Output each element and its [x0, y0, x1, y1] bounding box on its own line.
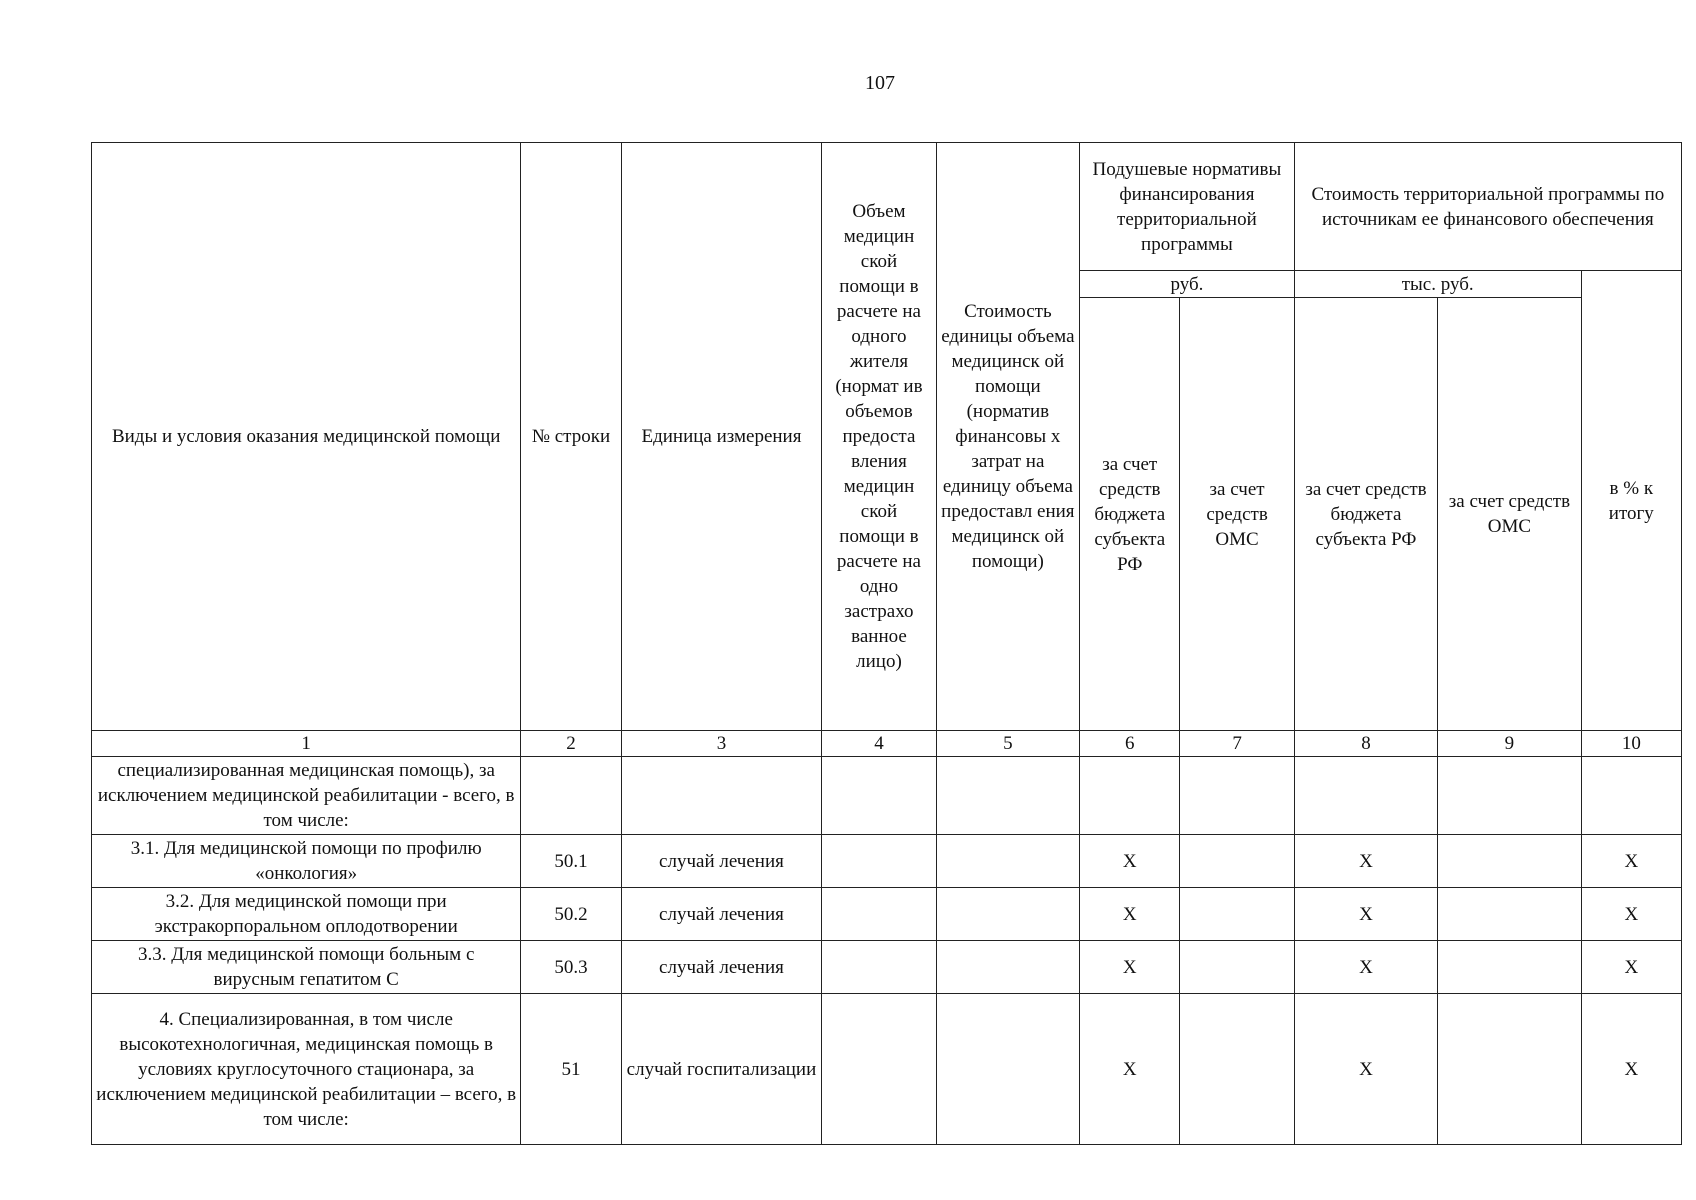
- row-cost-budget: X: [1294, 835, 1437, 888]
- row-unit: [621, 757, 822, 835]
- row-per-capita-oms: [1180, 994, 1294, 1145]
- row-unit-cost: [936, 757, 1079, 835]
- row-cost-budget: X: [1294, 888, 1437, 941]
- header-cost-oms: за счет средств ОМС: [1438, 298, 1581, 731]
- row-cost-budget: X: [1294, 941, 1437, 994]
- table-row: [92, 941, 1682, 994]
- header-unit-rub: руб.: [1080, 271, 1295, 298]
- column-number: 10: [1581, 731, 1681, 757]
- header-line-number: № строки: [521, 143, 621, 731]
- header-unit: Единица измерения: [621, 143, 822, 731]
- row-volume: [822, 757, 936, 835]
- row-per-capita-oms: [1180, 757, 1294, 835]
- row-volume: [822, 941, 936, 994]
- row-per-capita-budget: X: [1080, 888, 1180, 941]
- header-program-cost-group: Стоимость территориальной программы по источникам ее финансового обеспечения: [1294, 143, 1681, 271]
- row-volume: [822, 835, 936, 888]
- column-number: 1: [92, 731, 521, 757]
- column-number: 2: [521, 731, 621, 757]
- row-care-type: специализированная медицинская помощь), за исключением медицинской реабилитации - всего, в том числе:: [92, 757, 521, 835]
- row-unit-cost: [936, 941, 1079, 994]
- header-per-capita-oms: за счет средств ОМС: [1180, 298, 1294, 731]
- row-per-capita-budget: [1080, 757, 1180, 835]
- row-cost-oms: [1438, 757, 1581, 835]
- row-line-number: [521, 757, 621, 835]
- column-number: 7: [1180, 731, 1294, 757]
- column-number: 6: [1080, 731, 1180, 757]
- row-care-type: 3.2. Для медицинской помощи при экстракорпоральном оплодотворении: [92, 888, 521, 941]
- row-line-number: 50.2: [521, 888, 621, 941]
- row-per-capita-oms: [1180, 835, 1294, 888]
- row-percent: [1581, 757, 1681, 835]
- column-number: 3: [621, 731, 822, 757]
- row-per-capita-budget: X: [1080, 835, 1180, 888]
- row-line-number: 50.3: [521, 941, 621, 994]
- row-percent: X: [1581, 888, 1681, 941]
- table-row: [92, 994, 1682, 1145]
- header-per-capita-budget: за счет средств бюджета субъекта РФ: [1080, 298, 1180, 731]
- column-number: 8: [1294, 731, 1437, 757]
- row-unit: случай лечения: [621, 941, 822, 994]
- header-per-capita-group: Подушевые нормативы финансирования территориальной программы: [1080, 143, 1295, 271]
- header-unit-cost: Стоимость единицы объема медицинск ой помощи (норматив финансовы х затрат на единицу объема предоставл ения медицинск ой помощи): [936, 143, 1079, 731]
- row-care-type: 3.3. Для медицинской помощи больным с вирусным гепатитом С: [92, 941, 521, 994]
- row-volume: [822, 888, 936, 941]
- row-unit-cost: [936, 835, 1079, 888]
- row-percent: X: [1581, 835, 1681, 888]
- header-unit-thousand-rub: тыс. руб.: [1294, 271, 1581, 298]
- column-numbers-row: [92, 731, 1682, 757]
- row-care-type: 3.1. Для медицинской помощи по профилю «онкология»: [92, 835, 521, 888]
- table-row: [92, 835, 1682, 888]
- row-per-capita-oms: [1180, 888, 1294, 941]
- row-volume: [822, 994, 936, 1145]
- column-number: 4: [822, 731, 936, 757]
- row-unit: случай госпитализации: [621, 994, 822, 1145]
- column-number: 9: [1438, 731, 1581, 757]
- row-percent: X: [1581, 941, 1681, 994]
- header-volume-per-capita: Объем медицин ской помощи в расчете на одного жителя (нормат ив объемов предоста вления медицин ской помощи в расчете на одно застрахо ванное лицо): [822, 143, 936, 731]
- table-row: [92, 757, 1682, 835]
- row-unit: случай лечения: [621, 835, 822, 888]
- row-percent: X: [1581, 994, 1681, 1145]
- row-line-number: 50.1: [521, 835, 621, 888]
- row-per-capita-budget: X: [1080, 941, 1180, 994]
- column-number: 5: [936, 731, 1079, 757]
- row-cost-oms: [1438, 941, 1581, 994]
- row-per-capita-oms: [1180, 941, 1294, 994]
- row-cost-budget: [1294, 757, 1437, 835]
- financing-table: [91, 142, 1682, 1145]
- row-care-type: 4. Специализированная, в том числе высокотехнологичная, медицинская помощь в условиях круглосуточного стационара, за исключением медицинской реабилитации – всего, в том числе:: [92, 994, 521, 1145]
- row-per-capita-budget: X: [1080, 994, 1180, 1145]
- page-number: 107: [865, 72, 895, 94]
- header-cost-budget: за счет средств бюджета субъекта РФ: [1294, 298, 1437, 731]
- row-cost-oms: [1438, 835, 1581, 888]
- row-unit-cost: [936, 888, 1079, 941]
- header-types-of-care: Виды и условия оказания медицинской помощи: [92, 143, 521, 731]
- row-cost-oms: [1438, 888, 1581, 941]
- row-line-number: 51: [521, 994, 621, 1145]
- header-percent-of-total: в % к итогу: [1581, 271, 1681, 731]
- row-unit: случай лечения: [621, 888, 822, 941]
- row-unit-cost: [936, 994, 1079, 1145]
- row-cost-oms: [1438, 994, 1581, 1145]
- table-row: [92, 888, 1682, 941]
- row-cost-budget: X: [1294, 994, 1437, 1145]
